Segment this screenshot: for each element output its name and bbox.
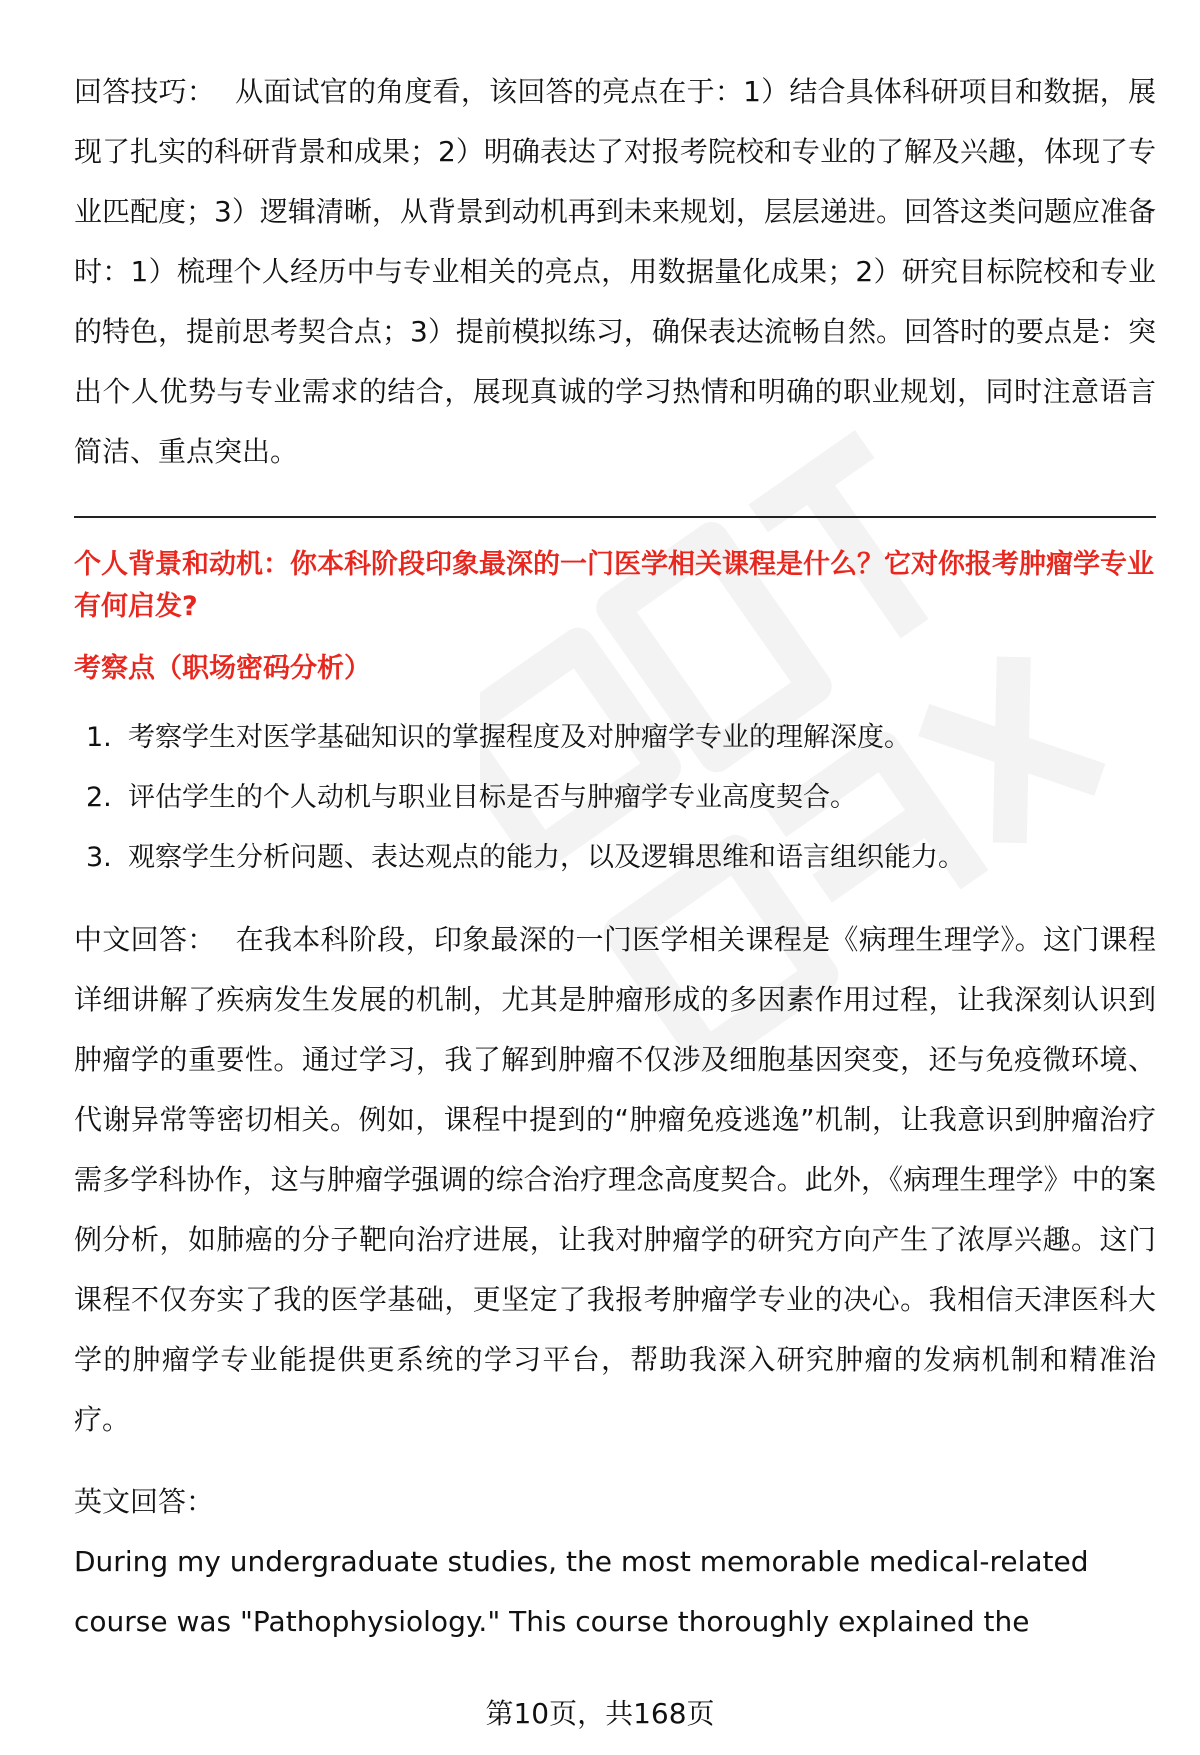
answer-tips	[74, 62, 1156, 482]
focus-title: 考察点（职场密码分析）	[74, 653, 371, 684]
list-item	[74, 708, 1156, 768]
tips-text: 从面试官的角度看，该回答的亮点在于：1）结合具体科研项目和数据，展现了扎实的科研背景和成果；2）明确表达了对报考院校和专业的了解及兴趣，体现了专业匹配度；3）逻辑清晰，从背景到动机再到未来规划，层层递进。回答这类问题应准备时：1）梳理个人经历中与专业相关的亮点，用数据量化成果；2）研究目标院校和专业的特色，提前思考契合点；3）提前模拟练习，确保表达流畅自然。回答时的要点是：突出个人优势与专业需求的结合，展现真诚的学习热情和明确的职业规划，同时注意语言简洁、重点突出。	[74, 75, 1156, 468]
list-text: 考察学生对医学基础知识的掌握程度及对肿瘤学专业的理解深度。	[128, 722, 911, 753]
tips-label: 回答技巧：	[74, 75, 216, 108]
list-number: 2.	[86, 782, 112, 813]
chinese-answer-label: 中文回答：	[74, 923, 216, 956]
list-text: 观察学生分析问题、表达观点的能力，以及逻辑思维和语言组织能力。	[128, 842, 965, 873]
section-divider	[74, 516, 1156, 518]
page-number: 第10页，共168页	[0, 1694, 1200, 1734]
focus-list	[74, 708, 1156, 888]
list-number: 1.	[86, 722, 112, 753]
english-answer-text: During my undergraduate studies, the most memorable medical-related course was "Pathophysiology." This course thoroughly explained the	[74, 1545, 1089, 1638]
content-area	[74, 62, 1156, 1652]
list-number: 3.	[86, 842, 112, 873]
list-text: 评估学生的个人动机与职业目标是否与肿瘤学专业高度契合。	[128, 782, 857, 813]
list-item	[74, 828, 1156, 888]
chinese-answer	[74, 910, 1156, 1450]
chinese-answer-text: 在我本科阶段，印象最深的一门医学相关课程是《病理生理学》。这门课程详细讲解了疾病发生发展的机制，尤其是肿瘤形成的多因素作用过程，让我深刻认识到肿瘤学的重要性。通过学习，我了解到肿瘤不仅涉及细胞基因突变，还与免疫微环境、代谢异常等密切相关。例如，课程中提到的“肿瘤免疫逃逸”机制，让我意识到肿瘤治疗需多学科协作，这与肿瘤学强调的综合治疗理念高度契合。此外，《病理生理学》中的案例分析，如肺癌的分子靶向治疗进展，让我对肿瘤学的研究方向产生了浓厚兴趣。这门课程不仅夯实了我的医学基础，更坚定了我报考肿瘤学专业的决心。我相信天津医科大学的肿瘤学专业能提供更系统的学习平台，帮助我深入研究肿瘤的发病机制和精准治疗。	[74, 923, 1156, 1436]
english-answer-label: 英文回答：	[74, 1485, 215, 1518]
list-item	[74, 768, 1156, 828]
question-heading: 个人背景和动机：你本科阶段印象最深的一门医学相关课程是什么？它对你报考肿瘤学专业有何启发?	[74, 549, 1154, 622]
